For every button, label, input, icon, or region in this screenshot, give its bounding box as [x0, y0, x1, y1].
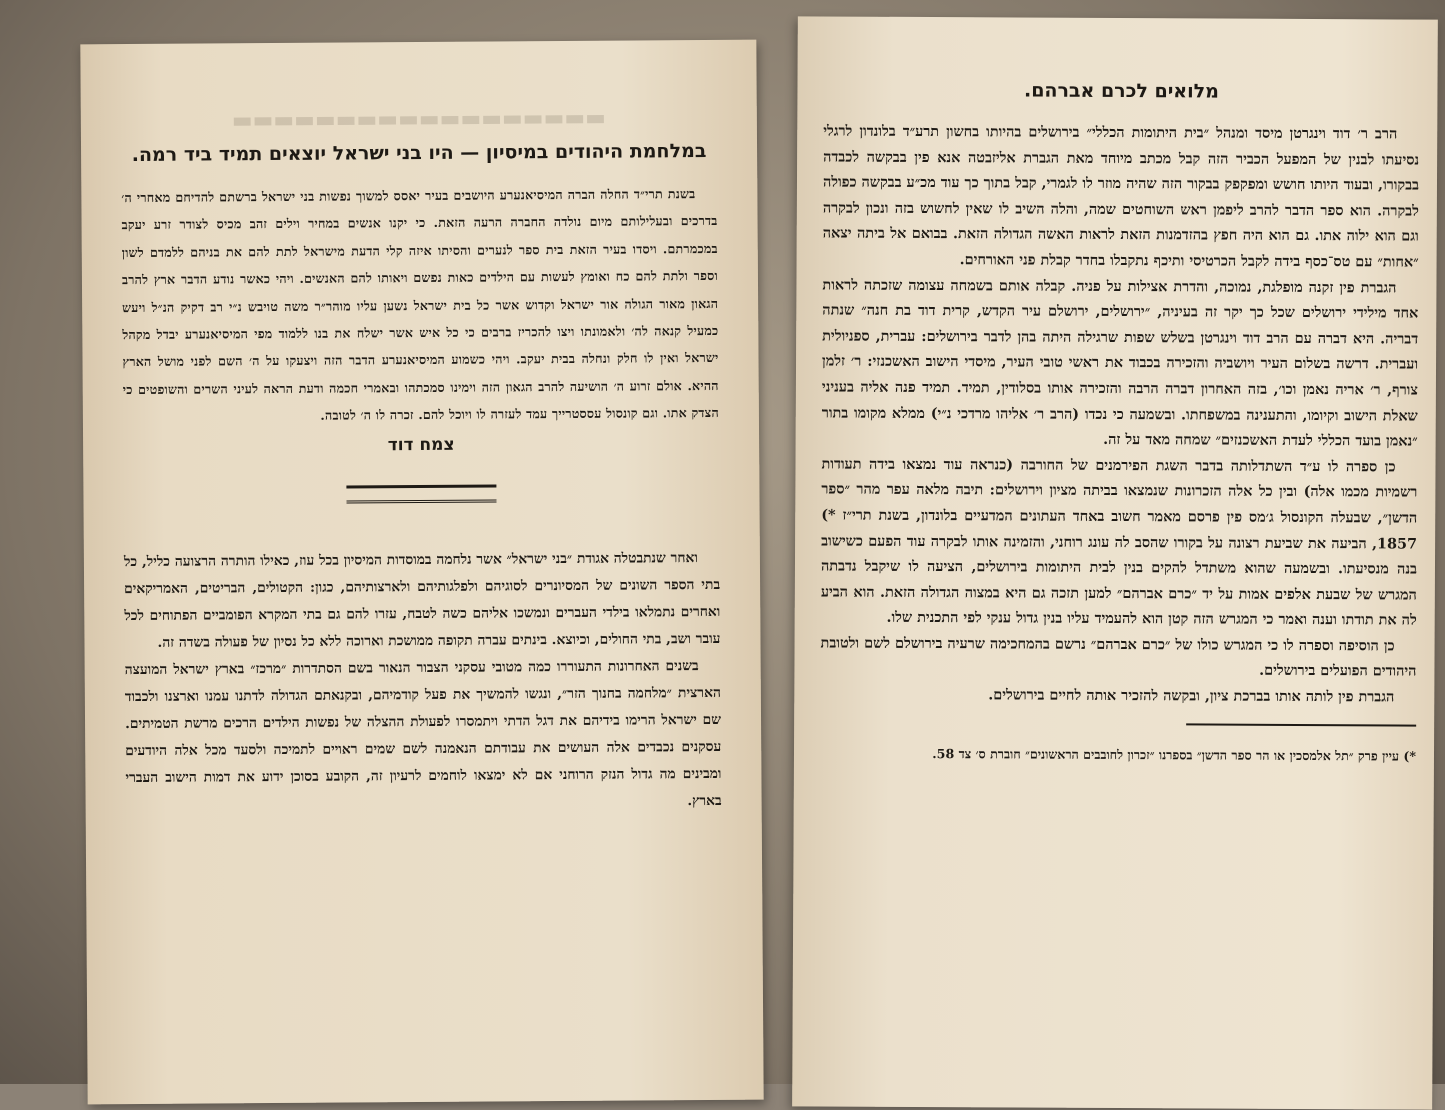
left-page-body-paragraph-2: בשנים האחרונות התעוררו כמה מטובי עסקני הצבור הנאור בשם הסתדרות ״מרכז״ בארץ ישראל המועצה הארצית ״מלחמה בחנוך הזר״, ונגשו להמשיך את פעל קודמיהם, ובקנאתם הגדולה לדתנו עמנו וארצנו ולכבוד שם ישראל הרימו בידיהם את דגל הדתי ויתמסרו לפעולת ההצלה של נפשות הילדים הרכים מרשת הטמיתים. עסקנים נכבדים אלה העושים את עבודתם הנאמנה לשם שמים ראויים לתמיכה ולסעד מכל אלה היודעים ומבינים מה גדול הנזק הרוחני אם לא ימצאו לוחמים לרעיון זה, הקובע בסוכן ידוע את דמות הישוב העברי בארץ.: [124, 657, 722, 809]
right-page-paragraph-3: כן ספרה לו ע״ד השתדלותה בדבר השגת הפירמנים של החורבה (כנראה עוד נמצאו בידה תעודות רשמיות מכמו אלה) ובין כל אלה הזכרונות שנמצאו בביתה מציון וירושלים: תיבה מלאה עפר מהר ״ספר הדשן״, שבעלה הקונסול ג׳מס פין פרסם מאמר חשוב באחד העתונים המדעיים בלונדון, בשנת תרי״ז *) 1857, הביעה את שביעת רצונה על בקורו שהסב לה עונג רוחני, והזמינה אותו לבקרה עוד הפעם כשישוב בנה מנסיעתו. ובשמעה שהוא משתדל להקים בנין לבית היתומות בירושלים, הציעה לו שיקבל נדבתה המגרש של שבעת אלפים אמות על יד ״כרם אברהם״ למען תזכה גם היא במצוה הגדולה הזאת. הוא הביע לה את תודתו וענה ואמר כי המגרש הזה קטן הוא להעמיד עליו בנין גדול ענקי לפי התכנית שלו.: [820, 455, 1418, 629]
right-page-paragraph-5: הגברת פין לותה אותו בברכת ציון, ובקשה להזכיר אותה לחיים בירושלים.: [988, 686, 1395, 706]
right-page-paragraph-2: הגברת פין זקנה מופלגת, נמוכה, והדרת אצילות על פניה. קבלה אותם בשמחה עצומה שזכתה לראות אחד מילידי ירושלים שכל כך יקר זה בעיניה, ״ירושלים, ירושלם עיר הקדש, קרית דוד בת חנה״ שנתה דבריה. היא דברה עם הרב דוד וינגרטן בשלש שפות שרגילה היתה בהן לדבר בירושלים: עברית, ספניולית ועברית. דרשה בשלום העיר ויושביה והזכירה בכבוד את ראשי טובי העיר, מיסדי הישוב האשכנזי: ר׳ זלמן צורף, ר׳ אריה נאמן וכו׳, בזה האחרון דברה הרבה והזכירה אותו בסלודין, תמיד. תמיד פנה אליה בעניני שאלת הישוב וקיומו, והתענינה במשפחתו. ובשמעה כי נכדו (הרב ר׳ אליהו מרדכי נ״י) ממלא מקומו בתור ״נאמן בועד הכללי לעדת האשכנזים״ שמחה מאד על זה.: [821, 276, 1419, 450]
ornamental-divider: [346, 484, 496, 503]
footnote-text: *) עיין פרק ״תל אלמסכין או הר ספר הדשן״ בספרנו ״זכרון לחובבים הראשונים״ חוברת ס׳ צד 58.: [932, 745, 1417, 764]
signature: צמח דוד: [387, 434, 455, 455]
bleed-through-text: ▬▬▬▬▬▬▬▬▬▬▬▬▬▬▬▬▬▬: [231, 104, 607, 134]
left-page-main-text: [121, 180, 719, 431]
right-page-title: מלואים לכרם אברהם.: [1023, 79, 1219, 103]
right-page-paragraph-1: הרב ר׳ דוד וינגרטן מיסד ומנהל ״בית היתומות הכללי״ בירושלים בהיותו בחשון תרע״ד בלונדון לרגלי נסיעתו לבנין של המפעל הכביר הזה קבל מכתב מיוחד מאת הגברת אליזבטה אנא פין בבקשה לכבדה בבקורו, ובעוד היותו חושש ומפקפק בבקור הזה שהיה מוזר לו לגמרי, קבל בתוך כך עוד מכ״ע בבקשה כפולה לבקרה. הוא ספר הדבר להרב ליפמן ראש השוחטים שמה, והלה השיב לו שאין לחשוש בזה ונכון לבקרה וגם הוא ילוה אתו. גם הוא היה חפץ בהזדמנות הזאת לראות האשה הגדולה הזאת. בבואם אל ביתה יצאה ״אחות״ עם טס־כסף בידה לקבל הכרטיסי ותיכף נתקבלו בחדר קבלת פני האורחים.: [822, 122, 1420, 271]
left-page-body-paragraph-1: ואחר שנתבטלה אגודת ״בני ישראל״ אשר נלחמה במוסדות המיסיון בכל עוז, כאילו הותרה הרצועה כליל, כל בתי הספר השונים של המסיונרים לסוגיהם ולפלגותיהם ולארצותיהם, כגון: הקטולים, הבריטים, האמריקאים ואחרים נתמלאו בילדי העברים ונמשכו אליהם כשה לטבח, עזרו להם גם בתי המקרא הפומביים הפתוחים לכל עובר ושב, בתי החולים, וכיוצא. בינתים עברה תקופה ממושכת וארוכה ללא כל נסיון של פעולה בשדה זה.: [123, 549, 721, 651]
left-page: [80, 40, 763, 1105]
right-page-paragraph-4: כן הוסיפה וספרה לו כי המגרש כולו של ״כרם אברהם״ נרשם בהמחכימה שרעיה בירושלם לשם ולטובת היהודים הפועלים בירושלים.: [820, 634, 1417, 681]
footnote-rule: [1186, 723, 1416, 726]
left-page-title: במלחמת היהודים במיסיון — היו בני ישראל יוצאים תמיד ביד רמה.: [131, 140, 707, 167]
left-page-paragraph: בשנת תרי״ד החלה הברה המיסיאנערע היושבים בעיר יאסס למשוך נפשות בני ישראל ברשתם להדיחם מאחרי ה׳ בדרכים ובעלילותם מיום נולדה החברה הרעה הזאת. כי יקנו אנשים במחיר וילים זהב מכיס לצודר זרע יעקב במכמרתם. ויסדו בעיר הזאת בית ספר לנערים והסיתו איזה קלי הדעת מישראל לתת להם את בניהם ללמדם לשון וספר ולתת להם כח ואומץ לעשות עם הילדים כאות נפשם ויאותו להם האנשים. ויהי כאשר נודע הדבר ארץ להרב הגאון מאור הגולה אור ישראל וקדוש אשר כל בית ישראל נשען עליו מוהר״ר משה טויבש נ״י רב דקיק הנ״ל ויעש כמעיל קנאה לה׳ ולאמונתו ויצו להכריז ברבים כי כל איש אשר ישלח את בנו ללמוד מפי המיסיאנערע יבדל מקהל ישראל ואין לו חלק ונחלה בבית יעקב. ויהי כשמוע המיסיאנערע הדבר הזה ויצעקו על ה׳ השם לפני מושל הארץ ההיא. אולם זרוע ה׳ הושיעה להרב הגאון הזה וימינו סמכתהו ובאמרי חכמה ודעת הראה לעיני השרים והשופטים כי הצדק אתו. וגם קונסול עססטרייך עמד לעזרה לו ויוכל להם. זכרה לו ה׳ לטובה.: [121, 186, 719, 423]
footnote: [820, 739, 1416, 770]
left-page-body: [124, 545, 722, 819]
right-page-body: [820, 118, 1419, 710]
right-page: [792, 16, 1438, 1109]
